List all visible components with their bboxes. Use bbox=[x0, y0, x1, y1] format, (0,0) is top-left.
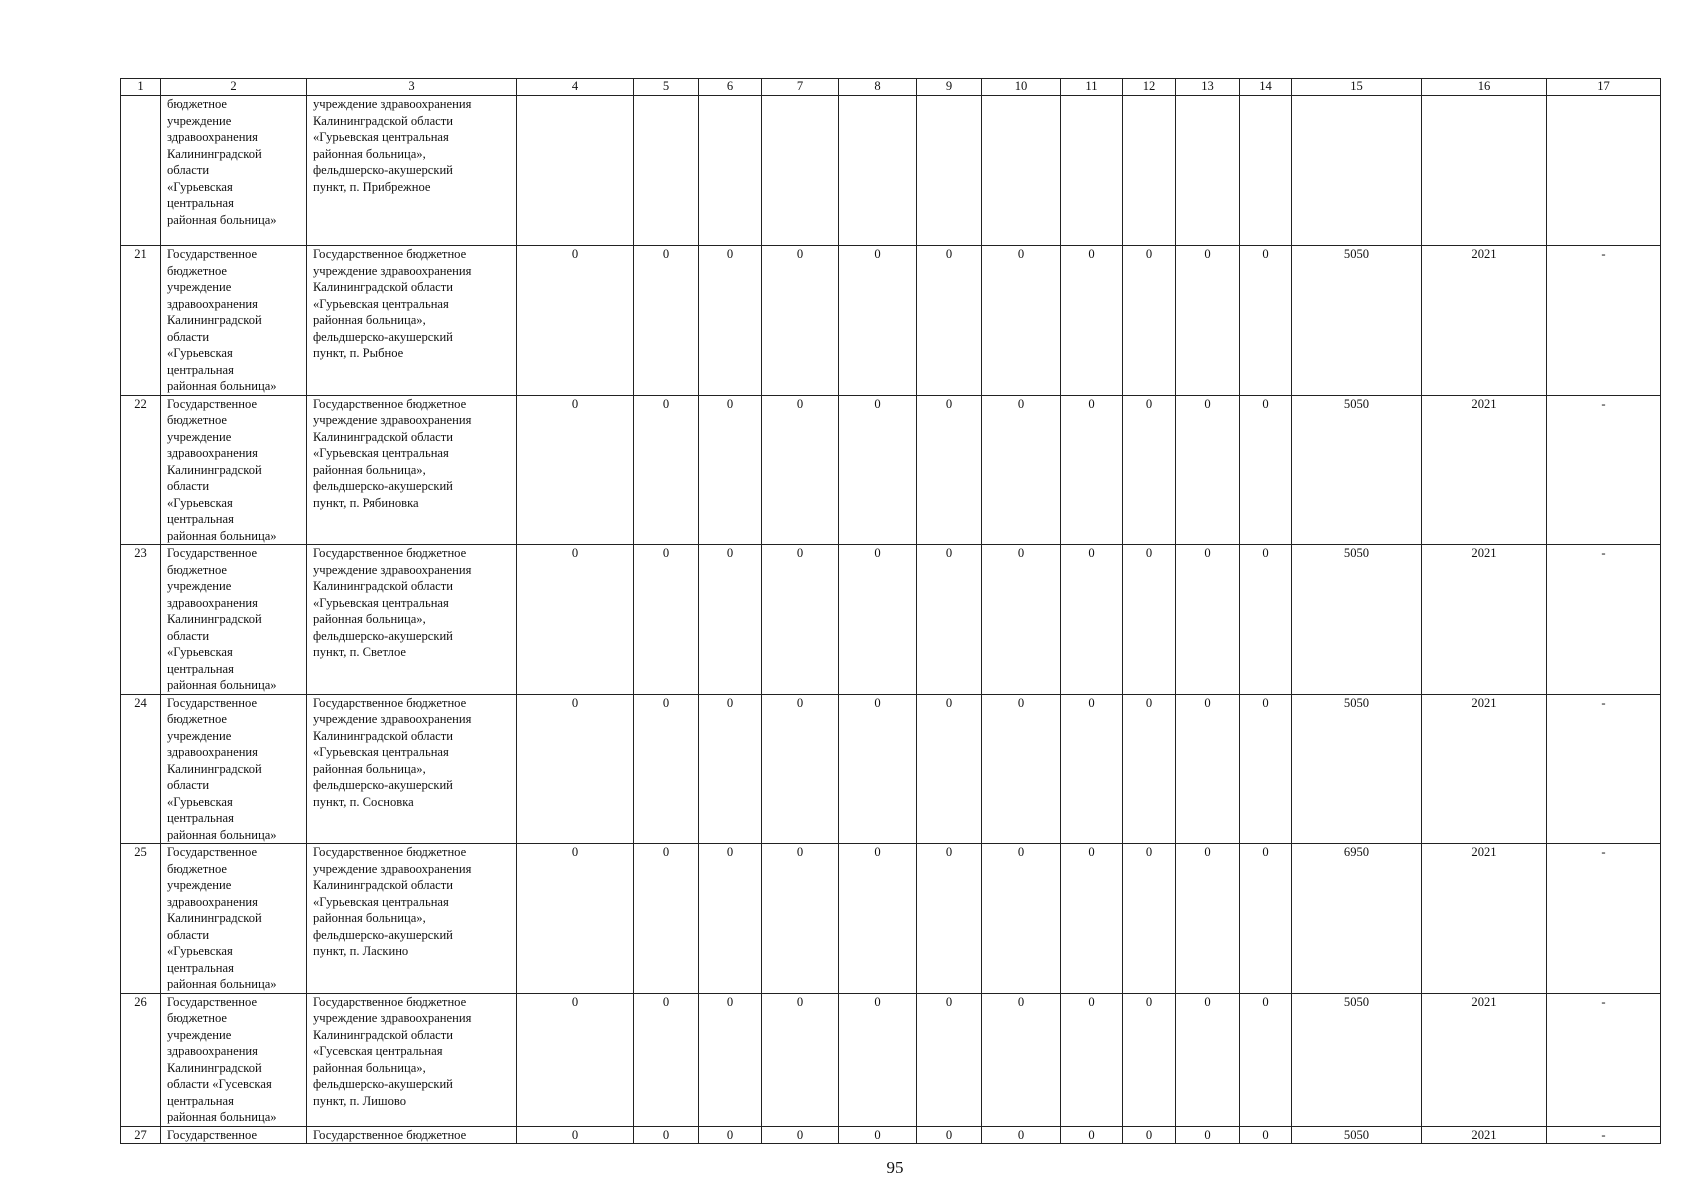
year-cell: 2021 bbox=[1422, 545, 1547, 695]
value-cell: 0 bbox=[699, 1126, 762, 1144]
value-cell: 0 bbox=[1123, 1126, 1176, 1144]
row-number-cell: 26 bbox=[121, 993, 161, 1126]
page-number: 95 bbox=[886, 1158, 904, 1177]
value-cell: 0 bbox=[517, 694, 634, 844]
value-cell: 0 bbox=[1061, 395, 1123, 545]
amount-cell: 5050 bbox=[1292, 694, 1422, 844]
value-cell: 0 bbox=[1176, 395, 1240, 545]
facility-cell: Государственное бюджетное учреждение здравоохранения Калининградской области «Гусевская центральная районная больница», фельдшерско-акушерский пункт, п. Лишово bbox=[307, 993, 517, 1126]
organization-cell: Государственное бюджетное учреждение здравоохранения Калининградской области «Гурьевская центральная районная больница» bbox=[161, 395, 307, 545]
value-cell: 0 bbox=[1176, 1126, 1240, 1144]
value-cell: 0 bbox=[982, 246, 1061, 396]
column-header: 6 bbox=[699, 79, 762, 96]
value-cell: 0 bbox=[762, 545, 839, 695]
value-cell: 0 bbox=[917, 844, 982, 994]
year-cell: 2021 bbox=[1422, 694, 1547, 844]
facility-cell: Государственное бюджетное bbox=[307, 1126, 517, 1144]
row-number-cell bbox=[121, 96, 161, 246]
value-cell: 0 bbox=[1123, 246, 1176, 396]
value-cell: 0 bbox=[839, 545, 917, 695]
year-cell: 2021 bbox=[1422, 1126, 1547, 1144]
column-header: 5 bbox=[634, 79, 699, 96]
amount-cell bbox=[1292, 96, 1422, 246]
facility-cell: Государственное бюджетное учреждение здравоохранения Калининградской области «Гурьевская центральная районная больница», фельдшерско-акушерский пункт, п. Светлое bbox=[307, 545, 517, 695]
value-cell: 0 bbox=[762, 694, 839, 844]
value-cell: 0 bbox=[634, 844, 699, 994]
year-cell: 2021 bbox=[1422, 246, 1547, 396]
amount-cell: 5050 bbox=[1292, 395, 1422, 545]
value-cell: 0 bbox=[917, 545, 982, 695]
organization-cell: Государственное бюджетное учреждение здравоохранения Калининградской области «Гурьевская центральная районная больница» bbox=[161, 246, 307, 396]
note-cell bbox=[1547, 96, 1661, 246]
value-cell: 0 bbox=[517, 1126, 634, 1144]
column-header-row bbox=[121, 79, 1661, 96]
value-cell: 0 bbox=[982, 993, 1061, 1126]
value-cell: 0 bbox=[762, 993, 839, 1126]
value-cell: 0 bbox=[634, 694, 699, 844]
organization-cell: бюджетное учреждение здравоохранения Калининградской области «Гурьевская центральная районная больница» bbox=[161, 96, 307, 246]
note-cell: - bbox=[1547, 545, 1661, 695]
table-row bbox=[121, 694, 1661, 844]
column-header: 8 bbox=[839, 79, 917, 96]
value-cell: 0 bbox=[1123, 545, 1176, 695]
value-cell: 0 bbox=[1176, 844, 1240, 994]
year-cell: 2021 bbox=[1422, 993, 1547, 1126]
value-cell: 0 bbox=[917, 1126, 982, 1144]
value-cell bbox=[839, 96, 917, 246]
value-cell bbox=[982, 96, 1061, 246]
value-cell: 0 bbox=[1061, 1126, 1123, 1144]
value-cell: 0 bbox=[517, 844, 634, 994]
organization-cell: Государственное бюджетное учреждение здравоохранения Калининградской области «Гурьевская центральная районная больница» bbox=[161, 545, 307, 695]
column-header: 12 bbox=[1123, 79, 1176, 96]
value-cell bbox=[1240, 96, 1292, 246]
column-header: 15 bbox=[1292, 79, 1422, 96]
value-cell: 0 bbox=[1061, 246, 1123, 396]
value-cell bbox=[1123, 96, 1176, 246]
facility-cell: Государственное бюджетное учреждение здравоохранения Калининградской области «Гурьевская центральная районная больница», фельдшерско-акушерский пункт, п. Ласкино bbox=[307, 844, 517, 994]
organization-cell: Государственное бюджетное учреждение здравоохранения Калининградской области «Гусевская центральная районная больница» bbox=[161, 993, 307, 1126]
value-cell bbox=[917, 96, 982, 246]
value-cell: 0 bbox=[982, 1126, 1061, 1144]
value-cell: 0 bbox=[917, 993, 982, 1126]
facility-cell: Государственное бюджетное учреждение здравоохранения Калининградской области «Гурьевская центральная районная больница», фельдшерско-акушерский пункт, п. Сосновка bbox=[307, 694, 517, 844]
value-cell: 0 bbox=[917, 246, 982, 396]
value-cell: 0 bbox=[1240, 993, 1292, 1126]
value-cell: 0 bbox=[839, 993, 917, 1126]
column-header: 7 bbox=[762, 79, 839, 96]
column-header: 14 bbox=[1240, 79, 1292, 96]
row-number-cell: 24 bbox=[121, 694, 161, 844]
column-header: 17 bbox=[1547, 79, 1661, 96]
facility-cell: учреждение здравоохранения Калининградской области «Гурьевская центральная районная больница», фельдшерско-акушерский пункт, п. Прибрежное bbox=[307, 96, 517, 246]
value-cell: 0 bbox=[517, 993, 634, 1126]
value-cell: 0 bbox=[839, 694, 917, 844]
column-header: 3 bbox=[307, 79, 517, 96]
facility-cell: Государственное бюджетное учреждение здравоохранения Калининградской области «Гурьевская центральная районная больница», фельдшерско-акушерский пункт, п. Рябиновка bbox=[307, 395, 517, 545]
value-cell: 0 bbox=[1240, 844, 1292, 994]
table-row bbox=[121, 395, 1661, 545]
amount-cell: 5050 bbox=[1292, 545, 1422, 695]
value-cell: 0 bbox=[1240, 1126, 1292, 1144]
note-cell: - bbox=[1547, 993, 1661, 1126]
year-cell bbox=[1422, 96, 1547, 246]
year-cell: 2021 bbox=[1422, 395, 1547, 545]
value-cell: 0 bbox=[917, 694, 982, 844]
value-cell: 0 bbox=[1176, 694, 1240, 844]
value-cell: 0 bbox=[517, 395, 634, 545]
value-cell: 0 bbox=[982, 844, 1061, 994]
value-cell: 0 bbox=[839, 395, 917, 545]
value-cell bbox=[517, 96, 634, 246]
table-row bbox=[121, 1126, 1661, 1144]
value-cell bbox=[762, 96, 839, 246]
table-row bbox=[121, 993, 1661, 1126]
note-cell: - bbox=[1547, 246, 1661, 396]
value-cell: 0 bbox=[762, 246, 839, 396]
value-cell: 0 bbox=[699, 545, 762, 695]
value-cell: 0 bbox=[982, 694, 1061, 844]
value-cell: 0 bbox=[917, 395, 982, 545]
row-number-cell: 23 bbox=[121, 545, 161, 695]
amount-cell: 5050 bbox=[1292, 246, 1422, 396]
value-cell: 0 bbox=[1176, 993, 1240, 1126]
value-cell: 0 bbox=[982, 545, 1061, 695]
column-header: 13 bbox=[1176, 79, 1240, 96]
value-cell: 0 bbox=[762, 844, 839, 994]
value-cell: 0 bbox=[634, 395, 699, 545]
value-cell: 0 bbox=[1240, 545, 1292, 695]
value-cell: 0 bbox=[699, 246, 762, 396]
table-row bbox=[121, 96, 1661, 246]
table-row bbox=[121, 844, 1661, 994]
column-header: 4 bbox=[517, 79, 634, 96]
row-number-cell: 25 bbox=[121, 844, 161, 994]
note-cell: - bbox=[1547, 395, 1661, 545]
value-cell: 0 bbox=[1240, 694, 1292, 844]
value-cell: 0 bbox=[1240, 395, 1292, 545]
note-cell: - bbox=[1547, 694, 1661, 844]
value-cell bbox=[634, 96, 699, 246]
value-cell: 0 bbox=[1123, 993, 1176, 1126]
note-cell: - bbox=[1547, 1126, 1661, 1144]
value-cell: 0 bbox=[634, 1126, 699, 1144]
value-cell: 0 bbox=[699, 395, 762, 545]
row-number-cell: 22 bbox=[121, 395, 161, 545]
row-number-cell: 21 bbox=[121, 246, 161, 396]
table-row bbox=[121, 246, 1661, 396]
amount-cell: 6950 bbox=[1292, 844, 1422, 994]
value-cell: 0 bbox=[1061, 844, 1123, 994]
organization-cell: Государственное бюджетное учреждение здравоохранения Калининградской области «Гурьевская центральная районная больница» bbox=[161, 694, 307, 844]
column-header: 11 bbox=[1061, 79, 1123, 96]
organization-cell: Государственное бюджетное учреждение здравоохранения Калининградской области «Гурьевская центральная районная больница» bbox=[161, 844, 307, 994]
amount-cell: 5050 bbox=[1292, 993, 1422, 1126]
value-cell bbox=[699, 96, 762, 246]
value-cell: 0 bbox=[517, 246, 634, 396]
year-cell: 2021 bbox=[1422, 844, 1547, 994]
value-cell bbox=[1061, 96, 1123, 246]
column-header: 10 bbox=[982, 79, 1061, 96]
value-cell: 0 bbox=[699, 844, 762, 994]
value-cell: 0 bbox=[1061, 694, 1123, 844]
value-cell: 0 bbox=[1123, 844, 1176, 994]
table-row bbox=[121, 545, 1661, 695]
value-cell: 0 bbox=[1123, 694, 1176, 844]
value-cell: 0 bbox=[634, 246, 699, 396]
value-cell: 0 bbox=[634, 545, 699, 695]
value-cell: 0 bbox=[1176, 246, 1240, 396]
data-table bbox=[120, 78, 1661, 1144]
column-header: 9 bbox=[917, 79, 982, 96]
value-cell: 0 bbox=[634, 993, 699, 1126]
value-cell: 0 bbox=[982, 395, 1061, 545]
value-cell: 0 bbox=[762, 395, 839, 545]
value-cell: 0 bbox=[1176, 545, 1240, 695]
value-cell: 0 bbox=[1123, 395, 1176, 545]
value-cell: 0 bbox=[517, 545, 634, 695]
facility-cell: Государственное бюджетное учреждение здравоохранения Калининградской области «Гурьевская центральная районная больница», фельдшерско-акушерский пункт, п. Рыбное bbox=[307, 246, 517, 396]
column-header: 16 bbox=[1422, 79, 1547, 96]
value-cell: 0 bbox=[1061, 993, 1123, 1126]
value-cell bbox=[1176, 96, 1240, 246]
value-cell: 0 bbox=[1240, 246, 1292, 396]
column-header: 1 bbox=[121, 79, 161, 96]
value-cell: 0 bbox=[839, 246, 917, 396]
row-number-cell: 27 bbox=[121, 1126, 161, 1144]
organization-cell: Государственное bbox=[161, 1126, 307, 1144]
value-cell: 0 bbox=[839, 844, 917, 994]
value-cell: 0 bbox=[839, 1126, 917, 1144]
amount-cell: 5050 bbox=[1292, 1126, 1422, 1144]
value-cell: 0 bbox=[699, 694, 762, 844]
value-cell: 0 bbox=[1061, 545, 1123, 695]
column-header: 2 bbox=[161, 79, 307, 96]
value-cell: 0 bbox=[762, 1126, 839, 1144]
value-cell: 0 bbox=[699, 993, 762, 1126]
note-cell: - bbox=[1547, 844, 1661, 994]
